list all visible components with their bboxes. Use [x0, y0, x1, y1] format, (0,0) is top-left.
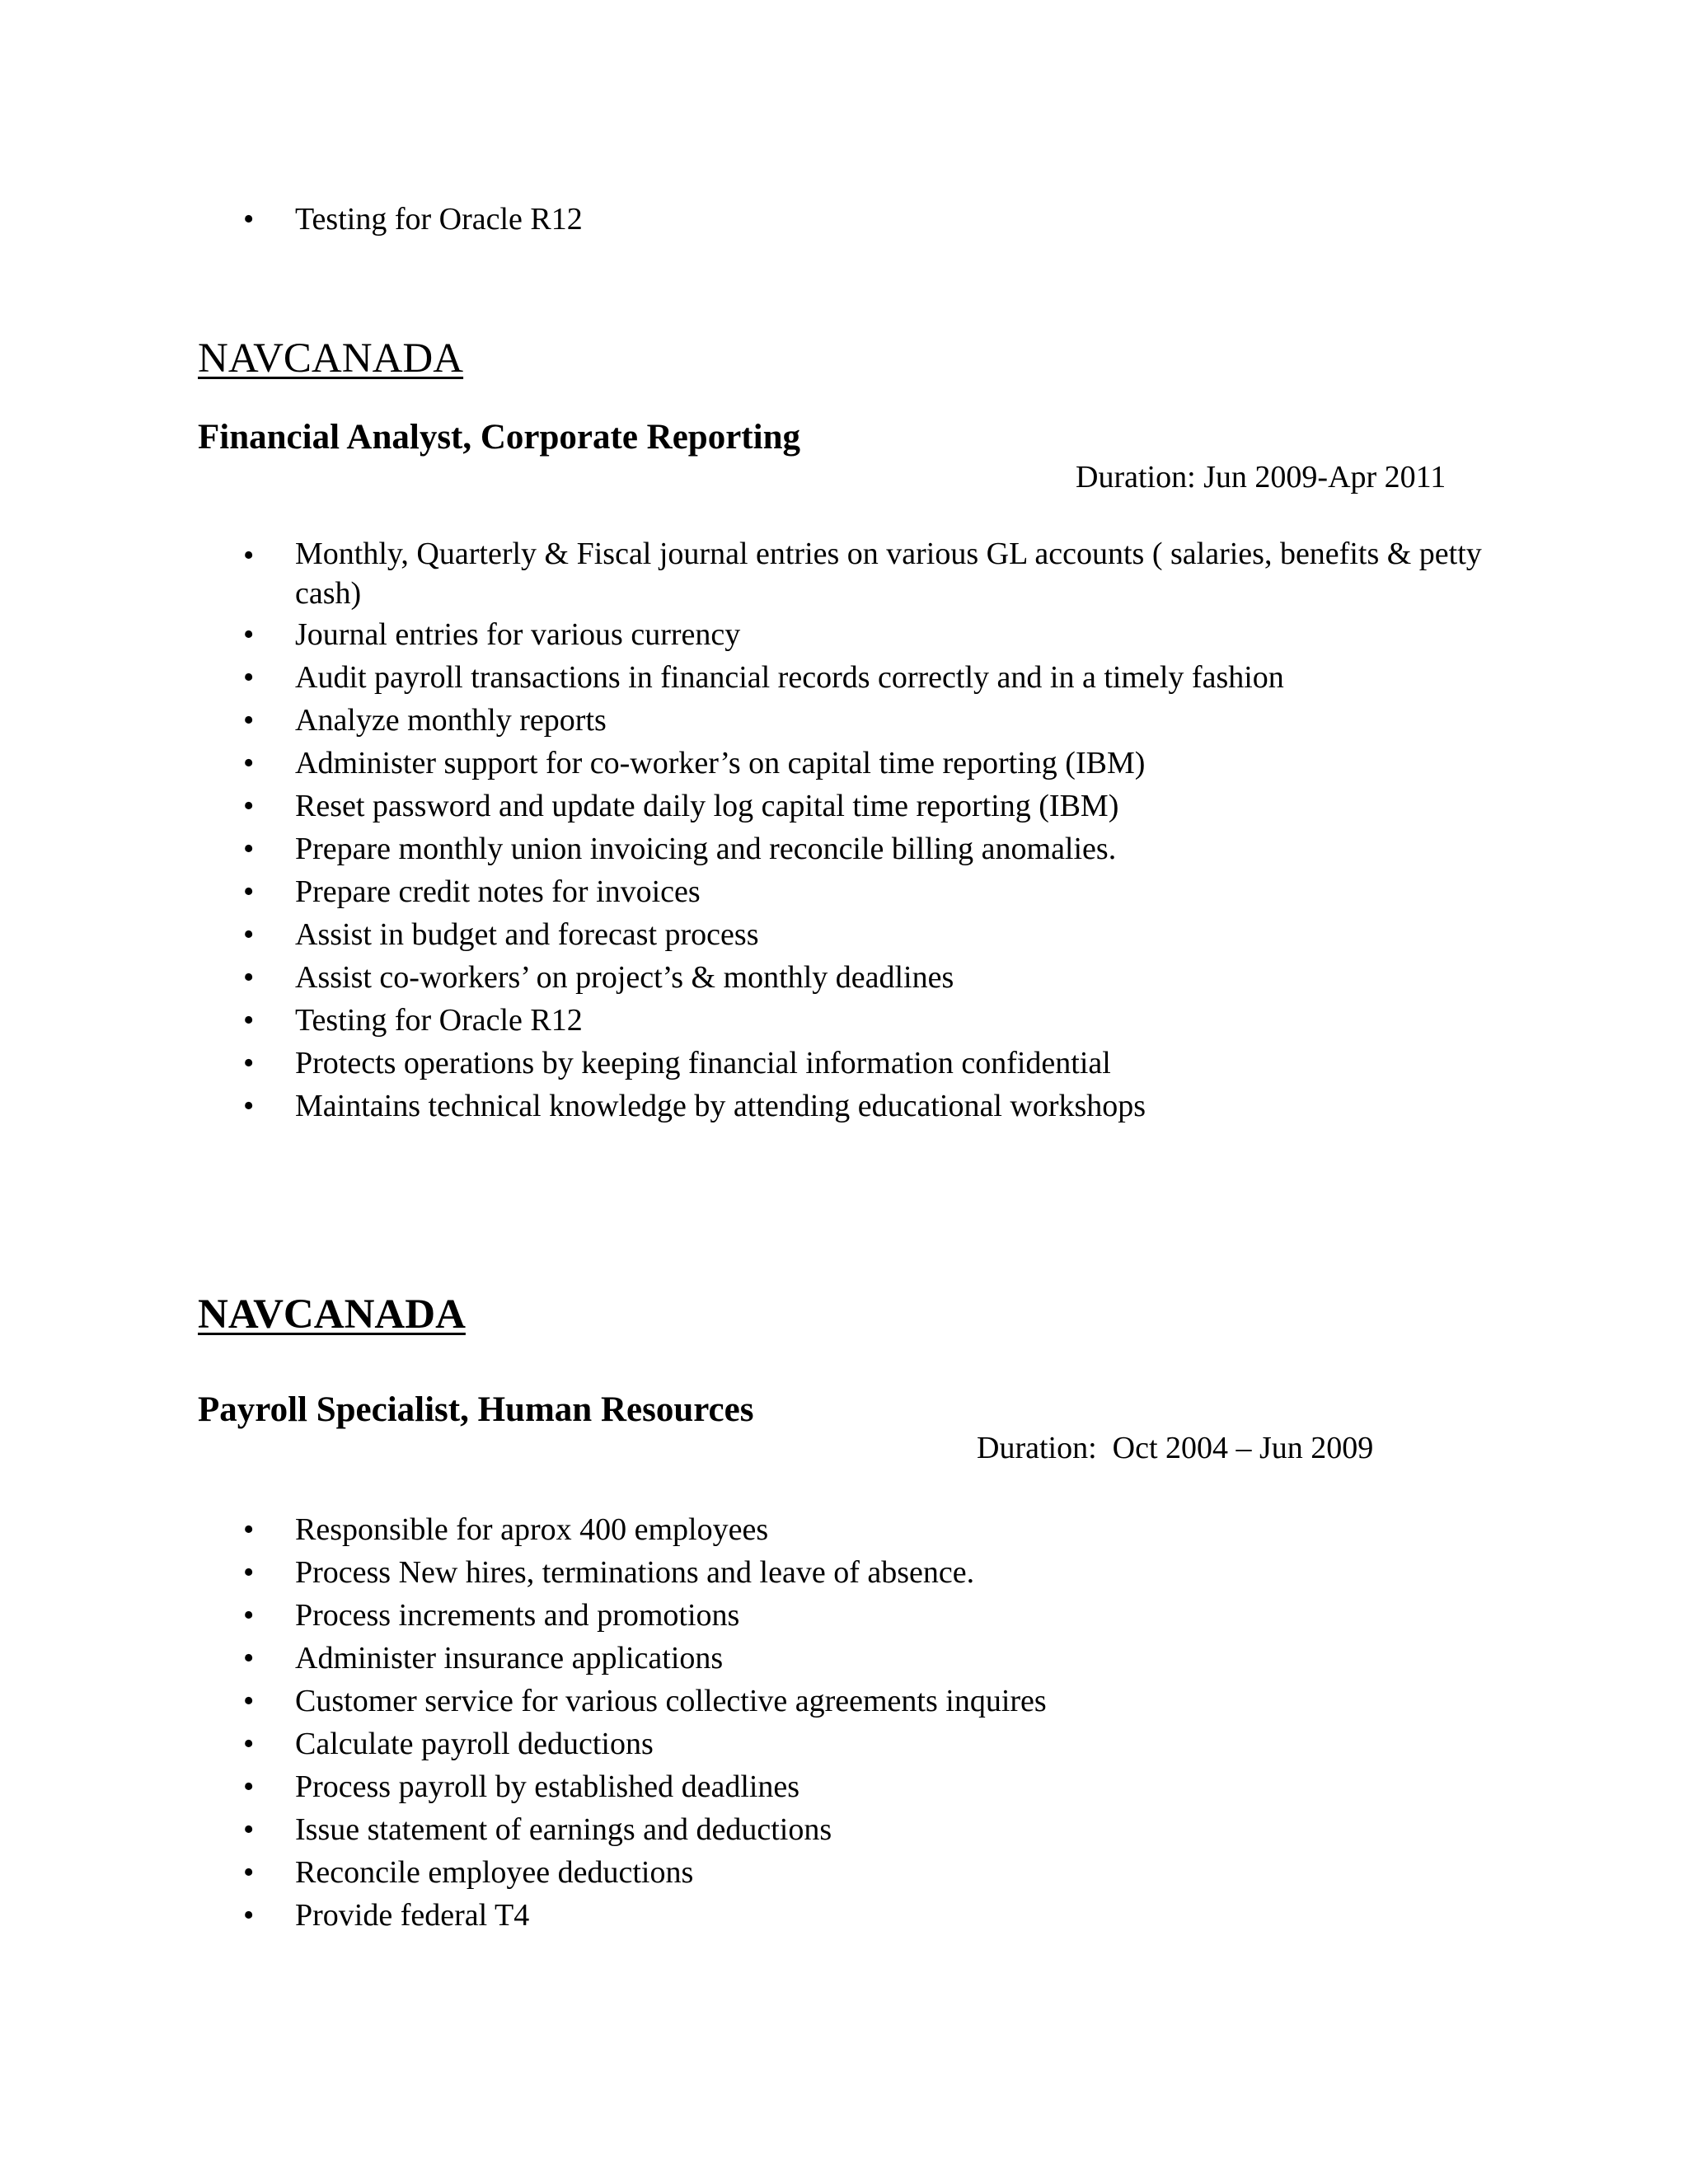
- job-title-1: Financial Analyst, Corporate Reporting: [198, 418, 800, 457]
- employer-heading-2: NAVCANADA: [198, 1291, 466, 1338]
- top-bullet-list: [0, 198, 1688, 241]
- list-item: • Provide federal T4: [0, 1894, 1490, 1937]
- duties-list-1: [0, 534, 1688, 1127]
- list-item: • Testing for Oracle R12: [0, 198, 1490, 241]
- list-item: • Audit payroll transactions in financial records correctly and in a timely fashion: [0, 656, 1490, 699]
- list-item: • Analyze monthly reports: [0, 699, 1490, 742]
- list-item: • Testing for Oracle R12: [0, 999, 1490, 1042]
- duration-2: Duration: Oct 2004 – Jun 2009: [977, 1431, 1374, 1465]
- employer-heading-1: NAVCANADA: [198, 335, 464, 382]
- list-item: • Monthly, Quarterly & Fiscal journal entries on various GL accounts ( salaries, benefits & petty cash): [0, 534, 1490, 613]
- list-item: • Responsible for aprox 400 employees: [0, 1508, 1490, 1551]
- duties-list-2: [0, 1508, 1688, 1937]
- list-item: • Assist co-workers’ on project’s & monthly deadlines: [0, 956, 1490, 999]
- job-title-2: Payroll Specialist, Human Resources: [198, 1390, 754, 1429]
- list-item: • Customer service for various collective agreements inquires: [0, 1680, 1490, 1722]
- list-item: • Process increments and promotions: [0, 1594, 1490, 1637]
- list-item: • Administer support for co-worker’s on capital time reporting (IBM): [0, 742, 1490, 785]
- list-item: • Issue statement of earnings and deductions: [0, 1808, 1490, 1851]
- list-item: • Prepare credit notes for invoices: [0, 870, 1490, 913]
- list-item: • Maintains technical knowledge by attending educational workshops: [0, 1085, 1490, 1127]
- list-item: • Prepare monthly union invoicing and reconcile billing anomalies.: [0, 827, 1490, 870]
- list-item: • Reset password and update daily log capital time reporting (IBM): [0, 785, 1490, 827]
- list-item: • Calculate payroll deductions: [0, 1722, 1490, 1765]
- list-item: • Journal entries for various currency: [0, 613, 1490, 656]
- list-item: • Protects operations by keeping financial information confidential: [0, 1042, 1490, 1085]
- list-item: • Administer insurance applications: [0, 1637, 1490, 1680]
- list-item: • Reconcile employee deductions: [0, 1851, 1490, 1894]
- list-item: • Assist in budget and forecast process: [0, 913, 1490, 956]
- list-item: • Process payroll by established deadlines: [0, 1765, 1490, 1808]
- list-item: • Process New hires, terminations and leave of absence.: [0, 1551, 1490, 1594]
- duration-1: Duration: Jun 2009-Apr 2011: [1076, 460, 1447, 494]
